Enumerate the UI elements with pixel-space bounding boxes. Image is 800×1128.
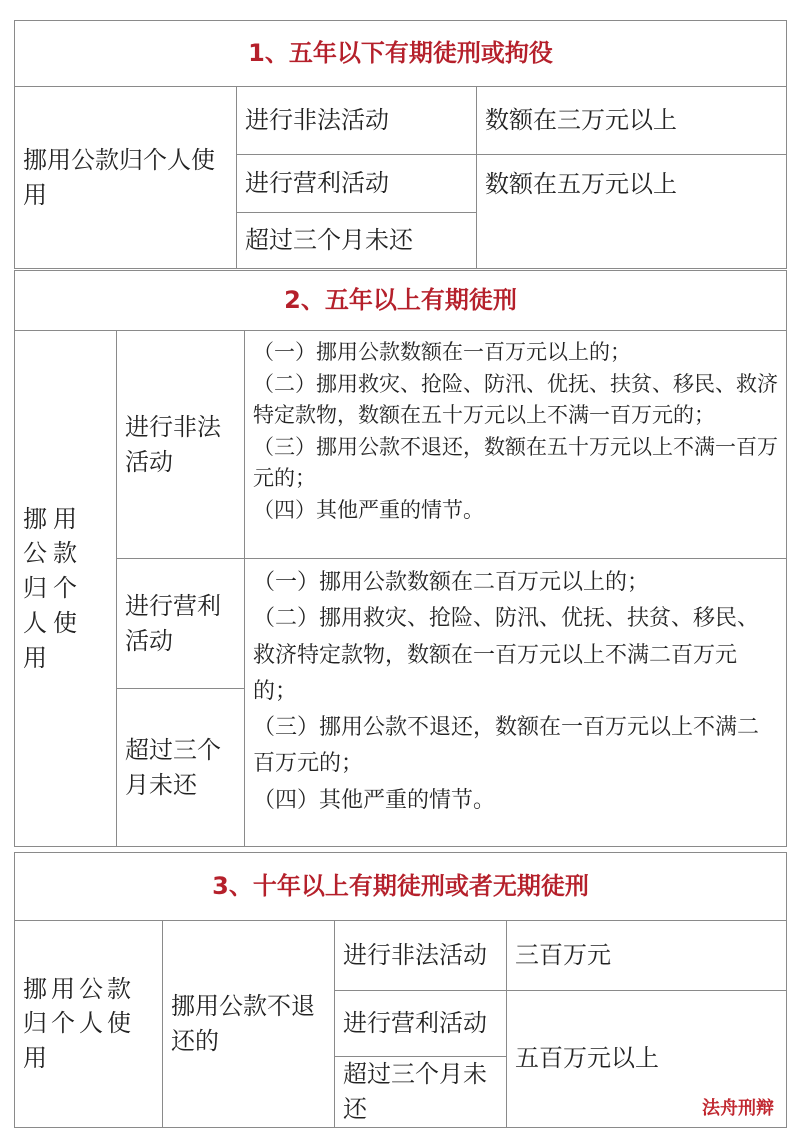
section-2-profit-criteria <box>245 559 787 847</box>
section-2-heading: 2、五年以上有期徒刑 <box>15 271 787 331</box>
criteria-item: （一）挪用公款数额在一百万元以上的； <box>253 340 631 364</box>
section-2-subject: 挪用公款归个人使用 <box>15 331 117 847</box>
section-3-activity: 超过三个月未还 <box>335 1057 507 1128</box>
criteria-item: （四）其他严重的情节。 <box>253 497 484 522</box>
section-1-amount: 数额在三万元以上 <box>477 87 787 155</box>
section-1-activity: 进行营利活动 <box>237 155 477 213</box>
criteria-item: （一）挪用公款数额在二百万元以上的； <box>253 570 650 595</box>
criteria-item: （二）挪用救灾、抢险、防汛、优抚、扶贫、移民、救济特定款物，数额在五十万元以上不满一百万元的； <box>253 371 778 427</box>
section-1-activity: 进行非法活动 <box>237 87 477 155</box>
section-3-subject: 挪用公款归个人使用 <box>15 921 163 1128</box>
section-1-amount: 数额在五万元以上 <box>477 155 787 269</box>
section-1-activity: 超过三个月未还 <box>237 213 477 269</box>
section-2-activity-overdue: 超过三个月未还 <box>117 689 245 847</box>
section-2-table <box>14 270 787 847</box>
section-2-activity-illegal: 进行非法活动 <box>117 331 245 559</box>
section-3-condition: 挪用公款不退还的 <box>163 921 335 1128</box>
section-1-subject: 挪用公款归个人使用 <box>15 87 237 269</box>
section-3-amount: 三百万元 <box>507 921 787 991</box>
section-3-activity: 进行营利活动 <box>335 991 507 1057</box>
section-2-activity-profit: 进行营利活动 <box>117 559 245 689</box>
section-1-heading: 1、五年以下有期徒刑或拘役 <box>15 21 787 87</box>
section-3-heading: 3、十年以上有期徒刑或者无期徒刑 <box>15 853 787 921</box>
section-2-illegal-criteria <box>245 331 787 559</box>
criteria-item: （三）挪用公款不退还，数额在一百万元以上不满二百万元的； <box>253 715 760 777</box>
criteria-item: （二）挪用救灾、抢险、防汛、优抚、扶贫、移民、救济特定款物，数额在一百万元以上不满二百万元的； <box>253 606 760 704</box>
section-1-table <box>14 20 787 269</box>
section-3-table <box>14 852 787 1128</box>
section-3-activity: 进行非法活动 <box>335 921 507 991</box>
section-3-amount: 五百万元以上 <box>507 991 787 1128</box>
watermark: 法舟刑辩 <box>702 1098 774 1119</box>
criteria-item: （四）其他严重的情节。 <box>253 787 496 813</box>
criteria-item: （三）挪用公款不退还，数额在五十万元以上不满一百万元的； <box>253 434 778 490</box>
